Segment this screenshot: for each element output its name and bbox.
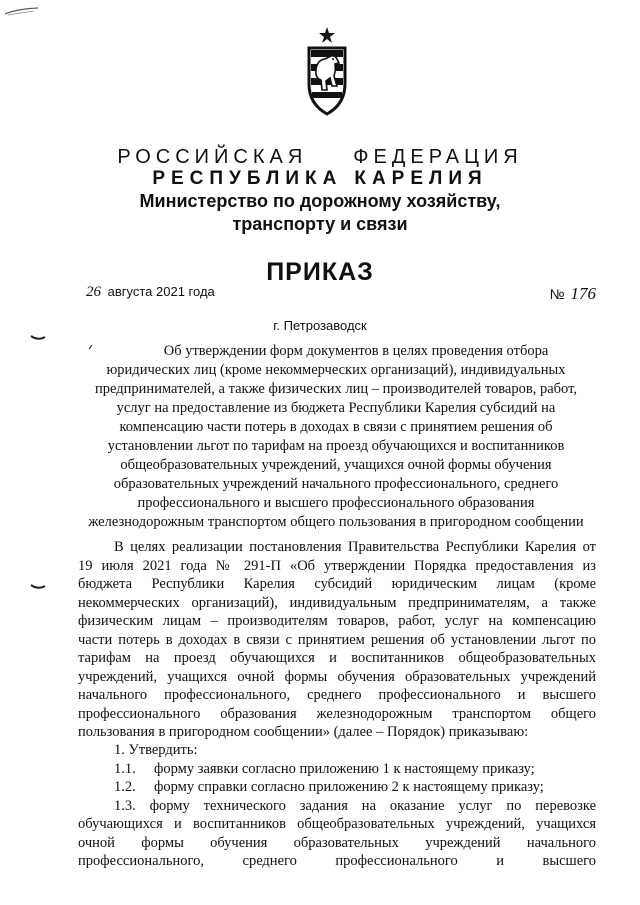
preamble-line: части потерь в доходах в связи с принятием решения об установлении льгот по [78,631,596,648]
karelia-coat-of-arms-emblem [300,26,354,118]
number-handwritten: 176 [570,284,596,303]
republic-heading [0,168,640,190]
item-1-2-number: 1.2. [114,779,136,795]
subject-line: установлении льгот по тарифам на проезд обучающихся и воспитанников [107,438,565,454]
republic-word-2: КАРЕЛИЯ [354,168,488,189]
subject-line: юридических лиц (кроме некоммерческих организаций), индивидуальных [106,362,566,378]
preamble-line: бюджета Республики Карелия субсидий юридическим лицам (кроме [78,576,596,592]
item-1-2 [78,778,596,797]
subject-line: компенсацию части потерь в доходах в связи с принятием решения об [119,419,553,435]
item-1-3-line: 1.3. форму технического задания на оказание услуг по перевозке [114,797,596,814]
subject-line: общеобразовательных учреждений, учащихся очной формы обучения [120,457,552,473]
preamble-line: 19 июля 2021 года № 291-П «Об утверждении Порядка предоставления из [78,557,596,574]
item-1-3-line: обучающихся и воспитанников общеобразовательных учреждений, учащихся [78,816,596,832]
ministry-line-2: транспорту и связи [232,214,408,234]
item-1-1 [78,760,596,779]
ministry-line-1: Министерство по дорожному хозяйству, [139,191,501,211]
country-word-2: ФЕДЕРАЦИЯ [353,146,523,168]
preamble-line: пользования в пригородном сообщении» (далее – Порядок) приказываю: [78,724,529,740]
preamble-line: физическим лицам – производителям товаров, работ, услуг на компенсацию [78,613,596,629]
item-1-2-text: форму справки согласно приложению 2 к настоящему приказу; [154,779,544,795]
scan-mark-left-2 [30,583,46,591]
order-date [86,284,215,301]
scan-mark-top-left [4,6,40,16]
item-1-1-number: 1.1. [114,760,136,777]
document-type-title: ПРИКАЗ [266,258,374,286]
preamble-paragraph [78,538,596,742]
item-1-1-text: форму заявки согласно приложению 1 к настоящему приказу; [154,760,535,777]
preamble-line: учреждений, учащихся очной формы обучения образовательных учреждений [78,668,596,685]
date-handwritten-day: 26 [86,284,101,300]
subject-line: образовательных учреждений начального профессионального, среднего [113,476,559,492]
scan-mark-left-1 [30,334,46,342]
subject-line: железнодорожным транспортом общего пользования в пригородном сообщении [88,514,584,530]
city-name: г. Петрозаводск [273,318,367,333]
subject-line: услуг на предоставление из бюджета Республики Карелия субсидий на [116,400,556,416]
order-items [78,741,596,871]
ministry-heading [0,190,640,236]
preamble-line: тарифам на проезд обучающихся и воспитанников общеобразовательных [78,650,596,666]
preamble-line: В целях реализации постановления Правительства Республики Карелия от [114,539,596,555]
subject-line: Об утверждении форм документов в целях проведения отбора [163,343,549,359]
order-number [549,284,596,304]
preamble-line: некоммерческих организаций), индивидуальным предпринимателям, а также [78,594,596,611]
date-text: августа 2021 года [107,284,215,299]
country-word-1: РОССИЙСКАЯ [117,146,308,168]
item-1-3-line: очной формы обучения образовательных учреждений начального [78,834,596,851]
preamble-line: профессионального образования железнодорожным транспортом общего [78,705,596,722]
item-1-3-line: профессионального, среднего профессионального и высшего [78,853,596,869]
item-1: 1. Утвердить: [114,742,198,758]
subject-line: профессионального и высшего профессионального образования [137,495,535,511]
number-prefix: № [549,286,565,302]
republic-word-1: РЕСПУБЛИКА [152,168,343,189]
country-heading [0,146,640,169]
order-subject [86,342,586,532]
preamble-line: начального профессионального, среднего профессионального и высшего [78,687,596,703]
subject-line: предпринимателей, а также физических лиц – производителей товаров, работ, [95,381,577,397]
